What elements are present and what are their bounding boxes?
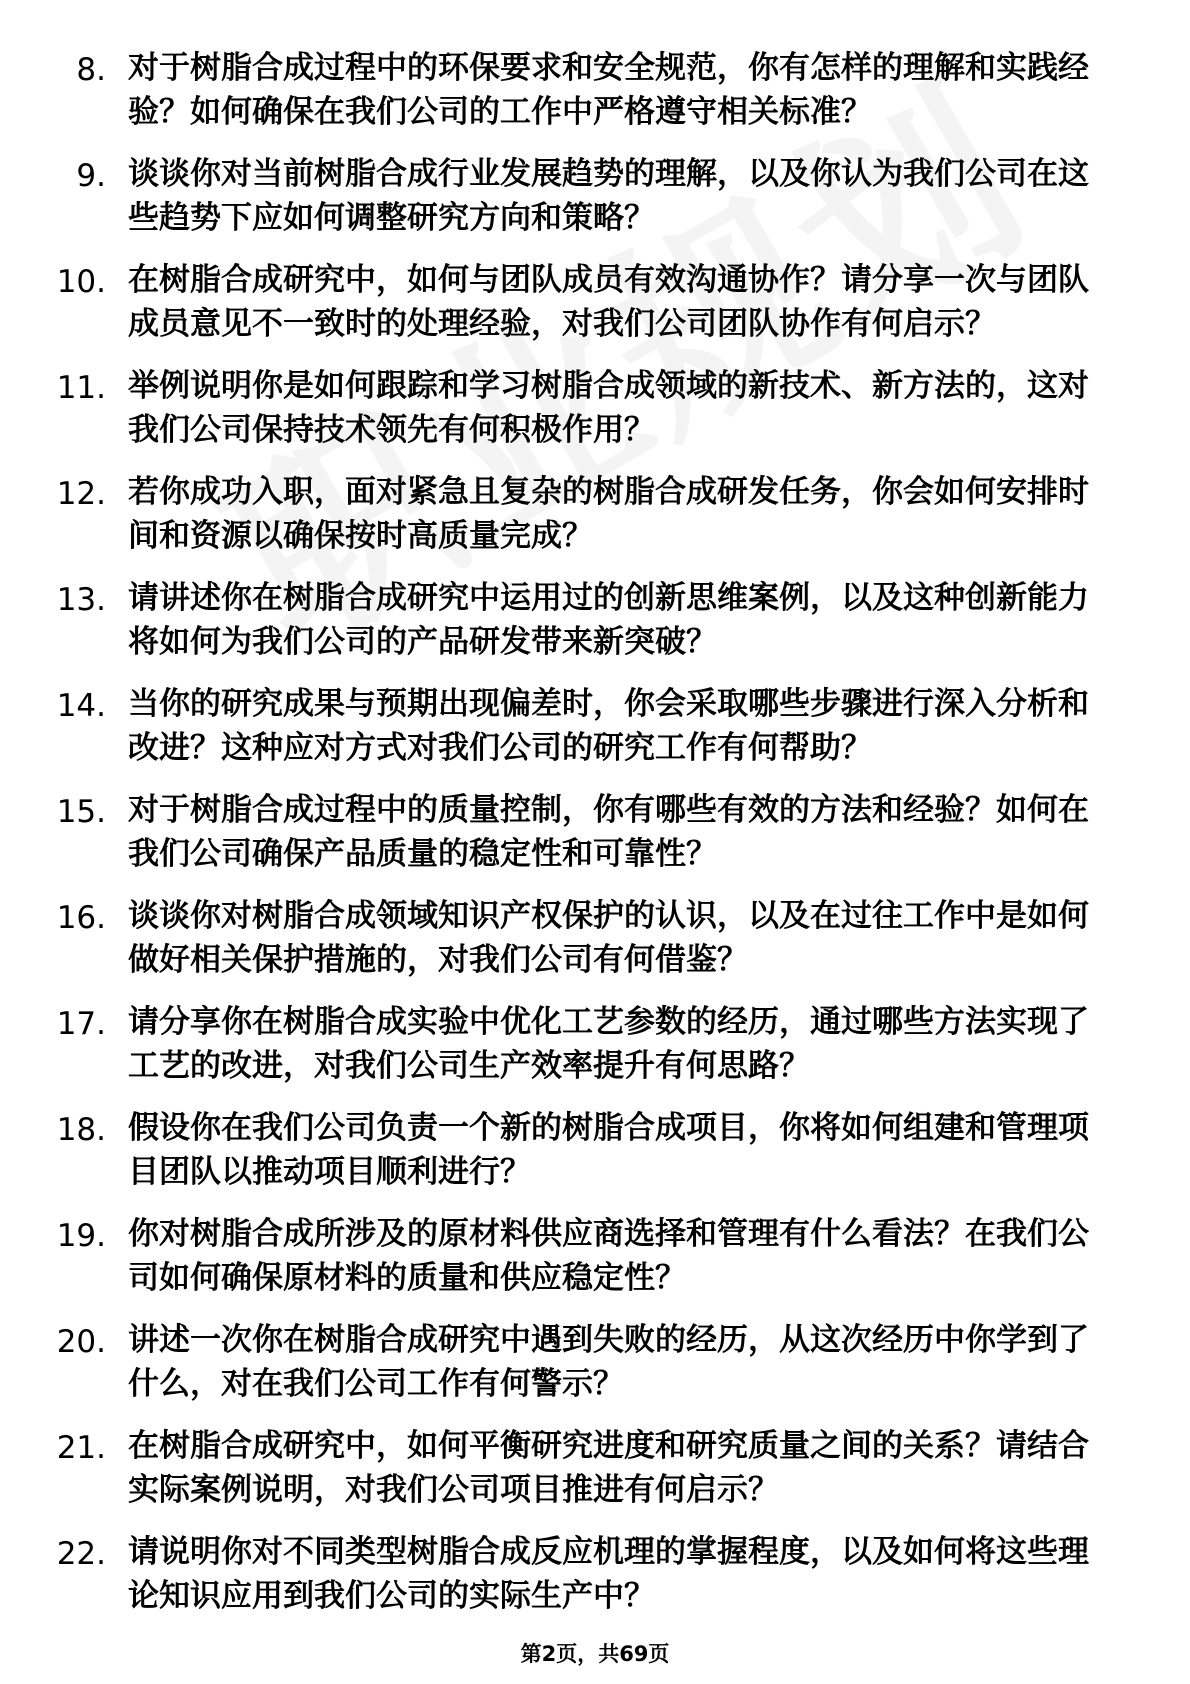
- list-item: [0, 576, 1190, 664]
- question-number: 16.: [56, 900, 106, 936]
- question-text: 举例说明你是如何跟踪和学习树脂合成领域的新技术、新方法的，这对我们公司保持技术领先有何积极作用？: [128, 368, 1089, 448]
- question-text: 请说明你对不同类型树脂合成反应机理的掌握程度，以及如何将这些理论知识应用到我们公司的实际生产中？: [128, 1534, 1089, 1614]
- question-text: 对于树脂合成过程中的环保要求和安全规范，你有怎样的理解和实践经验？如何确保在我们公司的工作中严格遵守相关标准？: [128, 50, 1089, 130]
- question-text: 若你成功入职，面对紧急且复杂的树脂合成研发任务，你会如何安排时间和资源以确保按时高质量完成？: [128, 474, 1089, 554]
- question-number: 8.: [76, 52, 106, 88]
- question-text: 对于树脂合成过程中的质量控制，你有哪些有效的方法和经验？如何在我们公司确保产品质量的稳定性和可靠性？: [128, 792, 1089, 872]
- list-item: [0, 894, 1190, 982]
- question-number: 17.: [56, 1006, 106, 1042]
- question-number: 20.: [56, 1324, 106, 1360]
- question-number: 19.: [56, 1218, 106, 1254]
- question-number: 9.: [76, 158, 106, 194]
- question-number: 13.: [56, 582, 106, 618]
- list-item: [0, 1530, 1190, 1618]
- list-item: [0, 1106, 1190, 1194]
- list-item: [0, 258, 1190, 346]
- list-item: [0, 46, 1190, 134]
- list-item: [0, 788, 1190, 876]
- question-text: 在树脂合成研究中，如何平衡研究进度和研究质量之间的关系？请结合实际案例说明，对我们公司项目推进有何启示？: [128, 1428, 1089, 1508]
- question-number: 18.: [56, 1112, 106, 1148]
- list-item: [0, 1212, 1190, 1300]
- list-item: [0, 470, 1190, 558]
- list-item: [0, 1318, 1190, 1406]
- question-text: 假设你在我们公司负责一个新的树脂合成项目，你将如何组建和管理项目团队以推动项目顺利进行？: [128, 1110, 1089, 1190]
- question-text: 谈谈你对当前树脂合成行业发展趋势的理解，以及你认为我们公司在这些趋势下应如何调整研究方向和策略？: [128, 156, 1089, 236]
- list-item: [0, 364, 1190, 452]
- list-item: [0, 1000, 1190, 1088]
- question-list: [0, 46, 1190, 1636]
- question-number: 12.: [56, 476, 106, 512]
- question-text: 谈谈你对树脂合成领域知识产权保护的认识，以及在过往工作中是如何做好相关保护措施的，对我们公司有何借鉴？: [128, 898, 1089, 978]
- list-item: [0, 682, 1190, 770]
- question-text: 讲述一次你在树脂合成研究中遇到失败的经历，从这次经历中你学到了什么，对在我们公司工作有何警示？: [128, 1322, 1089, 1402]
- question-text: 在树脂合成研究中，如何与团队成员有效沟通协作？请分享一次与团队成员意见不一致时的处理经验，对我们公司团队协作有何启示？: [128, 262, 1089, 342]
- question-number: 11.: [56, 370, 106, 406]
- question-text: 请讲述你在树脂合成研究中运用过的创新思维案例，以及这种创新能力将如何为我们公司的产品研发带来新突破？: [128, 580, 1089, 660]
- question-text: 你对树脂合成所涉及的原材料供应商选择和管理有什么看法？在我们公司如何确保原材料的质量和供应稳定性？: [128, 1216, 1089, 1296]
- question-text: 当你的研究成果与预期出现偏差时，你会采取哪些步骤进行深入分析和改进？这种应对方式对我们公司的研究工作有何帮助？: [128, 686, 1089, 766]
- question-text: 请分享你在树脂合成实验中优化工艺参数的经历，通过哪些方法实现了工艺的改进，对我们公司生产效率提升有何思路？: [128, 1004, 1089, 1084]
- question-number: 22.: [56, 1536, 106, 1572]
- list-item: [0, 152, 1190, 240]
- question-number: 15.: [56, 794, 106, 830]
- list-item: [0, 1424, 1190, 1512]
- question-number: 10.: [56, 264, 106, 300]
- question-number: 21.: [56, 1430, 106, 1466]
- page-number-footer: 第2页，共69页: [520, 1642, 670, 1666]
- question-number: 14.: [56, 688, 106, 724]
